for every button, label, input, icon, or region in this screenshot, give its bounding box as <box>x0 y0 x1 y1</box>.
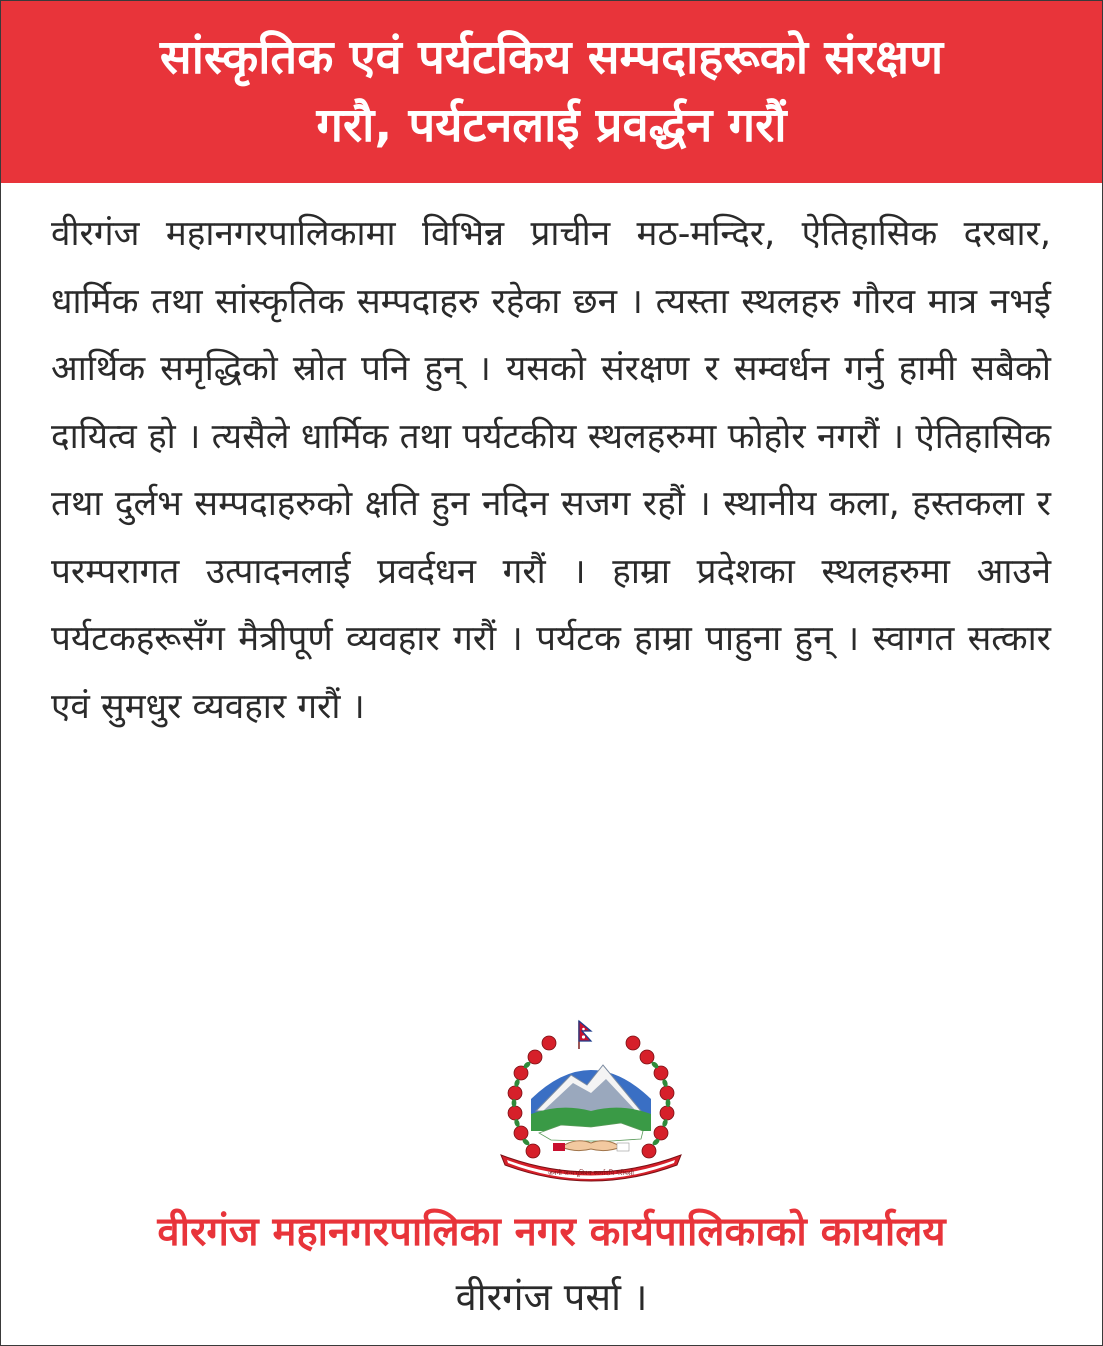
nepal-emblem-icon <box>491 1019 691 1184</box>
header-title-line-1: सांस्कृतिक एवं पर्यटकिय सम्पदाहरूको संरक्षण <box>159 30 944 85</box>
header-title-line-2: गरौ, पर्यटनलाई प्रवर्द्धन गरौं <box>316 98 787 153</box>
flag-icon <box>579 1021 591 1049</box>
office-name: वीरगंज महानगरपालिका नगर कार्यपालिकाको कार्यालय <box>157 1209 946 1255</box>
emblem-motto: जननी जन्मभूमिश्च स्वर्गादपि गरीयसी <box>548 1169 634 1177</box>
notice-paragraph: वीरगंज महानगरपालिकामा विभिन्न प्राचीन मठ-मन्दिर, ऐतिहासिक दरबार, धार्मिक तथा सांस्कृतिक सम्पदाहरु रहेका छन । त्यस्ता स्थलहरु गौरव मात्र नभई आर्थिक समृद्धिको स्रोत पनि हुन् । यसको संरक्षण र सम्वर्धन गर्नु हामी सबैको दायित्व हो । त्यसैले धार्मिक तथा पर्यटकीय स्थलहरुमा फोहोर नगरौं । ऐतिहासिक तथा दुर्लभ सम्पदाहरुको क्षति हुन नदिन सजग रहौं । स्थानीय कला, हस्तकला र परम्परागत उत्पादनलाई प्रवर्दधन गरौं । हाम्रा प्रदेशका स्थलहरुमा आउने पर्यटकहरूसँग मैत्रीपूर्ण व्यवहार गरौं । पर्यटक हाम्रा पाहुना हुन् । स्वागत सत्कार एवं सुमधुर व्यवहार गरौं । <box>51 214 1051 727</box>
office-location: वीरगंज पर्सा । <box>455 1275 648 1319</box>
notice-header <box>1 1 1102 183</box>
